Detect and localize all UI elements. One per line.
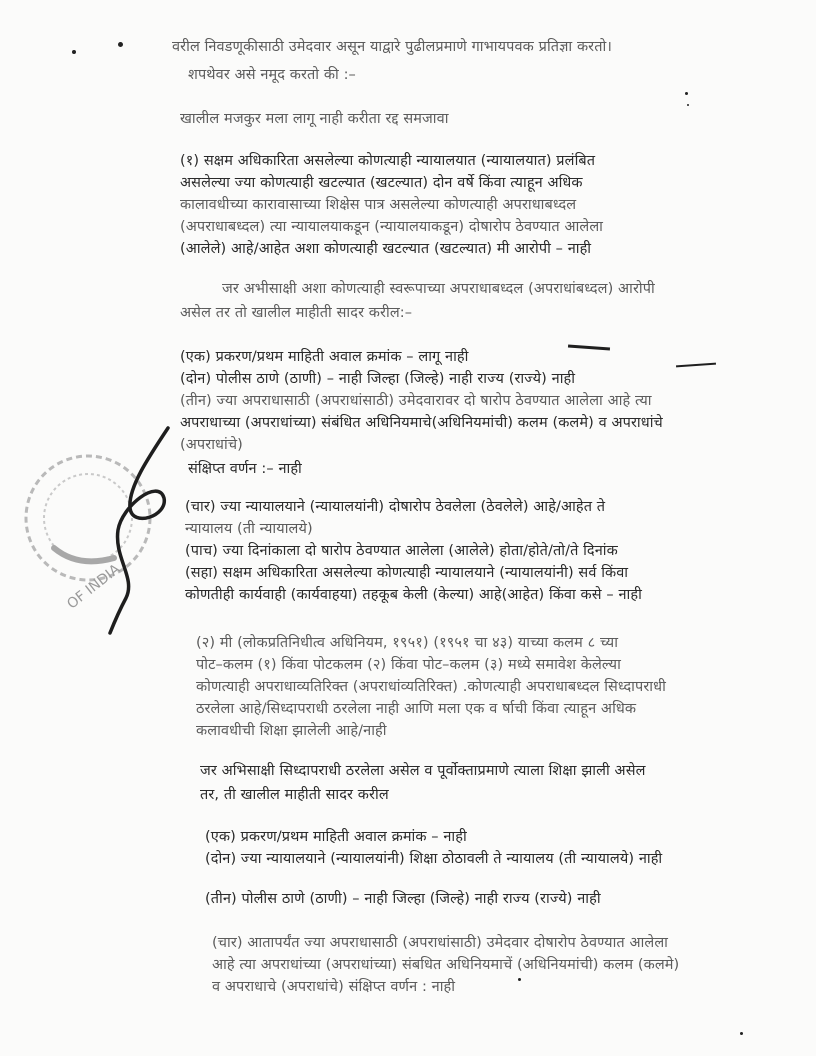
pen-stroke: [676, 363, 716, 368]
scan-speck: [118, 42, 123, 47]
section2-condition-line-1: जर अभिसाक्षी सिध्दापराधी ठरलेला असेल व पूर्वोक्ताप्रमाणे त्याला शिक्षा झाली असेल: [200, 763, 646, 779]
section1-line-1: (१) सक्षम अधिकारिता असलेल्या कोणत्याही न्यायालयात (न्यायालयात) प्रलंबित: [180, 153, 596, 169]
item-proceedings-line-1: (सहा) सक्षम अधिकारिता असलेल्या कोणत्याही न्यायालयाने (न्यायालयांनी) सर्व किंवा: [185, 565, 629, 581]
item-court-line-1: (चार) ज्या न्यायालयाने (न्यायालयांनी) दोषारोप ठेवलेला (ठेवलेले) आहे/आहेत ते: [185, 499, 606, 515]
item-court-line-2: न्यायालय (ती न्यायालये): [185, 521, 313, 537]
section1-condition-line-1: जर अभीसाक्षी अशा कोणत्याही स्वरूपाच्या अपराधाबध्दल (अपराधांबध्दल) आरोपी: [222, 281, 655, 297]
section2-condition-line-2: तर, ती खालील माहीती सादर करील: [200, 787, 389, 803]
conviction-offence-line-1: (चार) आतापर्यंत ज्या अपराधासाठी (अपराधांसाठी) उमेदवार दोषारोप ठेवण्यात आलेला: [212, 935, 669, 951]
item-offence-line-3: (अपराधांचे): [180, 437, 243, 453]
item-charge-date: (पाच) ज्या दिनांकाला दो षारोप ठेवण्यात आलेला (आलेले) होता/होते/तो/ते दिनांक: [185, 543, 618, 559]
conviction-police-station: (तीन) पोलीस ठाणे (ठाणी) – नाही जिल्हा (जिल्हे) नाही राज्य (राज्ये) नाही: [205, 891, 601, 907]
item-offence-description: संक्षिप्त वर्णन :– नाही: [188, 461, 302, 477]
scan-speck: [687, 104, 689, 106]
section2-line-3: कोणत्याही अपराधाव्यतिरिक्त (अपराधांव्यतिरिक्त) .कोणत्याही अपराधाबध्दल सिध्दापराधी: [196, 679, 666, 695]
section1-line-3: कालावधीच्या कारावासाच्या शिक्षेस पात्र असलेल्या कोणत्याही अपराधाबध्दल: [180, 197, 577, 213]
scan-speck: [685, 92, 688, 95]
section1-line-5: (आलेले) आहे/आहेत अशा कोणत्याही खटल्यात (खटल्यात) मी आरोपी – नाही: [180, 241, 592, 257]
conviction-fir-number: (एक) प्रकरण/प्रथम माहिती अवाल क्रमांक – नाही: [205, 829, 467, 845]
conviction-court: (दोन) ज्या न्यायालयाने (न्यायालयांनी) शिक्षा ठोठावली ते न्यायालय (ती न्यायालये) नाही: [205, 851, 663, 867]
section2-line-4: ठरलेला आहे/सिध्दापराधी ठरलेला नाही आणि मला एक व र्षाची किंवा त्याहून अधिक: [196, 701, 637, 717]
official-seal-stamp: [18, 398, 188, 638]
conviction-offence-line-3: व अपराधाचे (अपराधांचे) संक्षिप्त वर्णन : नाही: [212, 979, 456, 995]
scan-speck: [72, 50, 76, 54]
seal-text: OF INDIA: [64, 561, 124, 613]
section2-line-2: पोट–कलम (१) किंवा पोटकलम (२) किंवा पोट–कलम (३) मध्ये समावेश केलेल्या: [196, 657, 621, 673]
item-offence-line-2: अपराधाच्या (अपराधांच्या) संबंधित अधिनियमाचे(अधिनियमांची) कलम (कलमे) व अपराधांचे: [180, 415, 663, 431]
intro-line-1: वरील निवडणूकीसाठी उमेदवार असून याद्वारे पुढीलप्रमाणे गाभायपवक प्रतिज्ञा करतो।: [172, 39, 612, 55]
section2-line-5: कलावधीची शिक्षा झालेली आहे/नाही: [196, 723, 387, 739]
item-offence-line-1: (तीन) ज्या अपराधासाठी (अपराधांसाठी) उमेदवारावर दो षारोप ठेवण्यात आलेला आहे त्या: [180, 393, 652, 409]
handwritten-signature: [110, 428, 168, 633]
section1-line-4: (अपराधाबध्दल) त्या न्यायालयाकडून (न्यायालयाकडून) दोषारोप ठेवण्यात आलेला: [180, 219, 604, 235]
item-police-station: (दोन) पोलीस ठाणे (ठाणी) – नाही जिल्हा (जिल्हे) नाही राज्य (राज्ये) नाही: [180, 371, 576, 387]
scan-speck: [518, 978, 521, 981]
intro-line-2: शपथेवर असे नमूद करतो की :–: [188, 67, 356, 83]
not-applicable-note: खालील मजकुर मला लागू नाही करीता रद्द समजावा: [180, 111, 449, 127]
section1-line-2: असलेल्या ज्या कोणत्याही खटल्यात (खटल्यात) दोन वर्षे किंवा त्याहून अधिक: [180, 175, 583, 191]
item-proceedings-line-2: कोणतीही कार्यवाही (कार्यवाहया) तहकूब केली (केल्या) आहे(आहेत) किंवा कसे – नाही: [185, 587, 642, 603]
pen-stroke: [568, 345, 610, 351]
conviction-offence-line-2: आहे त्या अपराधांच्या (अपराधांच्या) संबधित अधिनियमाचें (अधिनियमांची) कलम (कलमे): [212, 957, 680, 973]
item-fir-number: (एक) प्रकरण/प्रथम माहिती अवाल क्रमांक – लागू नाही: [180, 349, 469, 365]
scan-speck: [740, 1032, 743, 1035]
section1-condition-line-2: असेल तर तो खालील माहीती सादर करील:–: [180, 305, 413, 321]
section2-line-1: (२) मी (लोकप्रतिनिधीत्व अधिनियम, १९५१) (१९५१ चा ४३) याच्या कलम ८ च्या: [196, 635, 619, 651]
